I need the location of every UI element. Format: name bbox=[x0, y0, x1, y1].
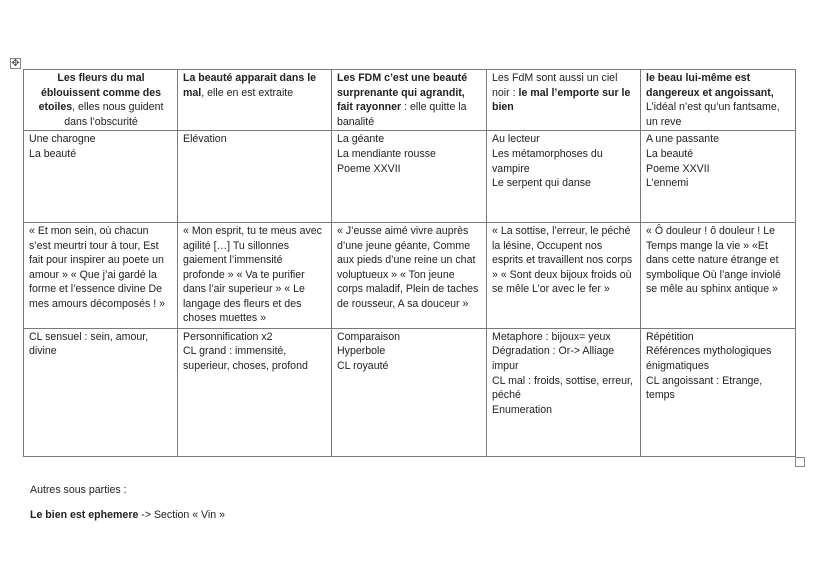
poem-title: Poeme XXVII bbox=[646, 162, 710, 175]
header-cell-3[interactable] bbox=[332, 70, 487, 131]
poem-title: L’ennemi bbox=[646, 177, 689, 190]
poem-title: Elévation bbox=[183, 133, 227, 146]
header-4-pre: Les FdM sont aussi un ciel noir : bbox=[492, 72, 618, 99]
table-header-row bbox=[24, 70, 796, 131]
analysis-row bbox=[24, 328, 796, 456]
analysis-line: Comparaison bbox=[337, 330, 401, 343]
poems-cell-2[interactable] bbox=[178, 131, 332, 223]
quote-text: « Ô douleur ! ô douleur ! Le Temps mange la vie » «Et dans cette nature étrange et symbolique Où l’ange inviolé se mêle au sphinx antique » bbox=[646, 224, 781, 296]
header-cell-2[interactable] bbox=[178, 70, 332, 131]
poem-title: Une charogne bbox=[29, 133, 96, 146]
poem-title: Le serpent qui danse bbox=[492, 177, 591, 190]
analysis-line: Personnification x2 bbox=[183, 330, 273, 343]
quote-text: « J’eusse aimé vivre auprès d’une jeune géante, Comme aux pieds d’une reine un chat voluptueux » « Ton jeune corps maladif, Plein de taches de rousseur, A sa douceur » bbox=[337, 224, 479, 310]
analysis-cell-4[interactable] bbox=[487, 328, 641, 456]
analysis-line: Références mythologiques énigmatiques bbox=[646, 345, 772, 373]
header-cell-5[interactable] bbox=[641, 70, 796, 131]
poem-title: Au lecteur bbox=[492, 133, 540, 146]
analysis-table bbox=[23, 69, 796, 457]
analysis-line: CL grand : immensité, superieur, choses, profond bbox=[183, 345, 308, 373]
poems-row bbox=[24, 131, 796, 223]
analysis-cell-3[interactable] bbox=[332, 328, 487, 456]
bien-ephemere-line bbox=[30, 509, 225, 521]
poem-title: La beauté bbox=[646, 147, 694, 160]
poems-cell-4[interactable] bbox=[487, 131, 641, 223]
analysis-line: CL mal : froids, sottise, erreur, péché bbox=[492, 374, 633, 402]
header-1-bold: Les fleurs du mal éblouissent comme des etoiles bbox=[38, 72, 162, 114]
header-4-bold: le mal l’emporte sur le bien bbox=[492, 86, 631, 114]
poems-cell-5[interactable] bbox=[641, 131, 796, 223]
poems-cell-3[interactable] bbox=[332, 131, 487, 223]
header-3-normal: : elle quitte la banalité bbox=[337, 101, 467, 128]
header-5-normal: L’idéal n’est qu’un fantsame, un reve bbox=[646, 101, 780, 128]
quotes-cell-1[interactable] bbox=[24, 222, 178, 328]
analysis-line: Hyperbole bbox=[337, 345, 386, 358]
poem-title: Les métamorphoses du vampire bbox=[492, 147, 603, 175]
header-2-bold: La beauté apparait dans le mal bbox=[183, 72, 317, 99]
analysis-cell-1[interactable] bbox=[24, 328, 178, 456]
quotes-cell-2[interactable] bbox=[178, 222, 332, 328]
header-1-normal: , elles nous guident dans l’obscurité bbox=[64, 101, 164, 128]
analysis-line: CL royauté bbox=[337, 360, 389, 373]
header-cell-4[interactable] bbox=[487, 70, 641, 131]
quotes-cell-3[interactable] bbox=[332, 222, 487, 328]
quotes-cell-5[interactable] bbox=[641, 222, 796, 328]
analysis-line: Metaphore : bijoux= yeux bbox=[492, 330, 611, 343]
quote-text: « Mon esprit, tu te meus avec agilité […] Tu sillonnes gaiement l’immensité profonde » « Va te purifier dans l’air superieur » « Le langage des fleurs et des choses muettes » bbox=[183, 224, 322, 325]
analysis-cell-5[interactable] bbox=[641, 328, 796, 456]
poems-cell-1[interactable] bbox=[24, 131, 178, 223]
table-move-handle-icon[interactable]: ✥ bbox=[11, 58, 20, 69]
quote-text: « Et mon sein, où chacun s’est meurtri tour à tour, Est fait pour inspirer au poete un amour » « Que j’ai gardé la forme et l’essence divine De mes amours décomposés ! » bbox=[29, 224, 166, 310]
analysis-line: CL angoissant : Etrange, temps bbox=[646, 374, 763, 402]
subparts-label: Autres sous parties : bbox=[30, 484, 127, 496]
header-5-bold: le beau lui-même est dangereux et angoissant, bbox=[646, 72, 774, 99]
bien-ephemere-bold: Le bien est ephemere bbox=[30, 509, 139, 521]
header-3-bold: Les FDM c’est une beauté surprenante qui agrandit, fait rayonner bbox=[337, 72, 468, 114]
poem-title: A une passante bbox=[646, 133, 720, 146]
analysis-cell-2[interactable] bbox=[178, 328, 332, 456]
poem-title: La géante bbox=[337, 133, 385, 146]
header-cell-1[interactable] bbox=[24, 70, 178, 131]
analysis-line: Répétition bbox=[646, 330, 694, 343]
poem-title: La mendiante rousse bbox=[337, 147, 436, 160]
quotes-cell-4[interactable] bbox=[487, 222, 641, 328]
quote-text: « La sottise, l’erreur, le péché la lésine, Occupent nos esprits et travaillent nos corps » « Sont deux bijoux froids où se mêle L’or avec le fer » bbox=[492, 224, 633, 296]
analysis-line: Dégradation : Or-> Alliage impur bbox=[492, 345, 615, 373]
poem-title: Poeme XXVII bbox=[337, 162, 401, 175]
table-resize-handle-icon[interactable] bbox=[795, 457, 805, 467]
poem-title: La beauté bbox=[29, 147, 77, 160]
analysis-line: Enumeration bbox=[492, 403, 553, 416]
quotes-row bbox=[24, 222, 796, 328]
bien-ephemere-rest: -> Section « Vin » bbox=[138, 509, 226, 521]
analysis-line: CL sensuel : sein, amour, divine bbox=[29, 330, 149, 358]
header-2-normal: , elle en est extraite bbox=[201, 86, 294, 99]
